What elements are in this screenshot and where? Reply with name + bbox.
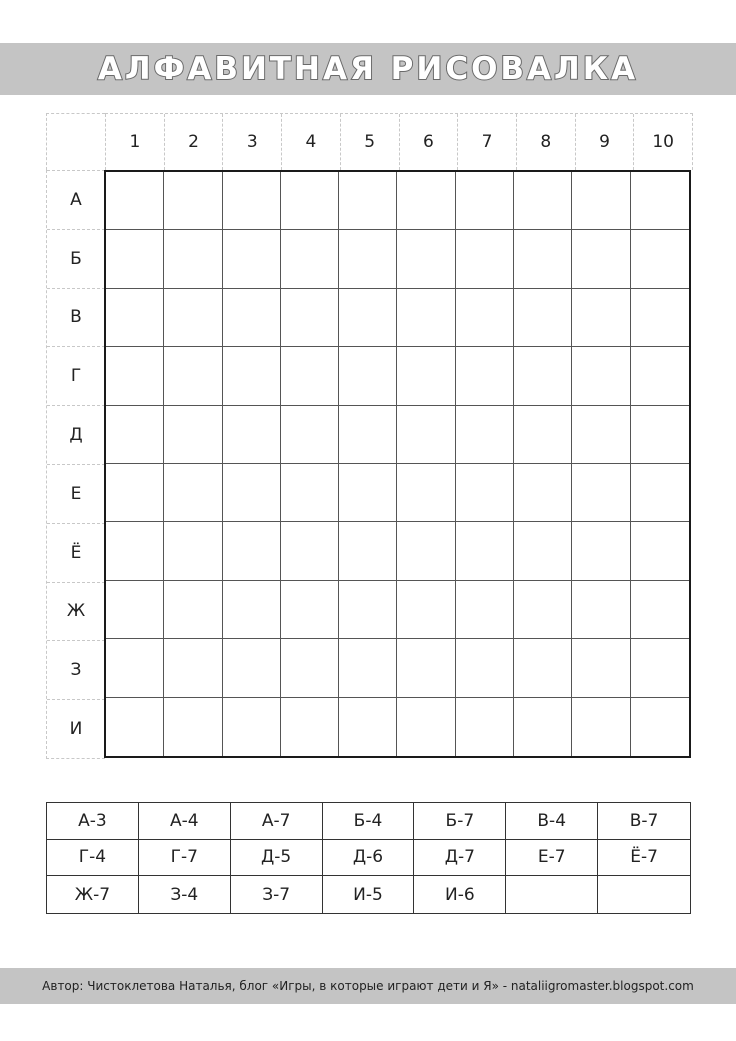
coordinate-cell: В-4 (506, 803, 598, 840)
coordinate-cell (506, 876, 598, 913)
coordinate-cell: З-7 (231, 876, 323, 913)
grid-corner-cell (46, 113, 105, 170)
coordinate-cell: А-3 (47, 803, 139, 840)
coordinate-cell: Д-5 (231, 840, 323, 877)
grid-cell (397, 230, 455, 288)
grid-cell (456, 406, 514, 464)
coordinate-cell: А-7 (231, 803, 323, 840)
coordinate-cell: Д-7 (414, 840, 506, 877)
grid-cell (223, 172, 281, 230)
grid-cell (572, 639, 630, 697)
title-banner (0, 43, 736, 95)
grid-cell (281, 581, 339, 639)
grid-cell (106, 406, 164, 464)
grid-cells (104, 170, 691, 758)
grid-cell (281, 406, 339, 464)
column-header: 6 (399, 114, 458, 170)
grid-cell (514, 464, 572, 522)
grid-cell (339, 406, 397, 464)
column-header: 10 (633, 114, 692, 170)
grid-cell (281, 172, 339, 230)
coordinate-cell: В-7 (598, 803, 690, 840)
grid-cell (223, 347, 281, 405)
grid-cell (397, 522, 455, 580)
grid-cell (572, 464, 630, 522)
column-header: 4 (281, 114, 340, 170)
grid-cell (456, 522, 514, 580)
grid-cell (339, 639, 397, 697)
grid-cell (456, 581, 514, 639)
column-header: 8 (516, 114, 575, 170)
coordinate-cell (598, 876, 690, 913)
grid-cell (514, 347, 572, 405)
grid-cell (281, 464, 339, 522)
grid-cell (281, 347, 339, 405)
grid-cell (397, 406, 455, 464)
coordinate-cell: И-5 (323, 876, 415, 913)
coordinate-cell: Е-7 (506, 840, 598, 877)
grid-cell (106, 464, 164, 522)
row-header: Г (47, 346, 105, 405)
grid-cell (631, 639, 689, 697)
row-header: Д (47, 405, 105, 464)
column-header: 7 (457, 114, 516, 170)
grid-cell (514, 698, 572, 756)
grid-cell (106, 522, 164, 580)
grid-cell (572, 230, 630, 288)
coordinate-cell: Б-4 (323, 803, 415, 840)
footer-banner (0, 968, 736, 1004)
grid-cell (164, 698, 222, 756)
grid-cell (631, 464, 689, 522)
grid-cell (281, 698, 339, 756)
grid-cell (164, 230, 222, 288)
grid-cell (631, 522, 689, 580)
grid-cell (514, 639, 572, 697)
grid-cell (572, 347, 630, 405)
grid-cell (397, 639, 455, 697)
column-header: 5 (340, 114, 399, 170)
grid-cell (223, 639, 281, 697)
grid-cell (164, 639, 222, 697)
grid-cell (223, 406, 281, 464)
grid-cell (514, 289, 572, 347)
column-headers (105, 113, 693, 170)
grid-cell (164, 522, 222, 580)
footer-credit: Автор: Чистоклетова Наталья, блог «Игры, в которые играют дети и Я» - nataliigromaster.blogspot.com (42, 979, 694, 993)
grid-cell (572, 522, 630, 580)
grid-cell (106, 230, 164, 288)
grid-cell (164, 172, 222, 230)
row-header: Е (47, 464, 105, 523)
row-headers (46, 170, 105, 759)
grid-cell (164, 347, 222, 405)
grid-cell (339, 522, 397, 580)
grid-cell (223, 698, 281, 756)
grid-cell (223, 464, 281, 522)
grid-cell (456, 464, 514, 522)
grid-cell (572, 406, 630, 464)
grid-cell (106, 289, 164, 347)
grid-cell (631, 581, 689, 639)
page-title: АЛФАВИТНАЯ РИСОВАЛКА (97, 51, 639, 87)
grid-cell (106, 347, 164, 405)
grid-cell (106, 172, 164, 230)
grid-cell (631, 347, 689, 405)
grid-cell (456, 347, 514, 405)
grid-cell (631, 230, 689, 288)
coordinate-cell: И-6 (414, 876, 506, 913)
grid-cell (631, 172, 689, 230)
grid-cell (514, 230, 572, 288)
grid-cell (631, 406, 689, 464)
grid-cell (164, 581, 222, 639)
grid-cell (281, 230, 339, 288)
column-header: 2 (164, 114, 223, 170)
column-header: 9 (575, 114, 634, 170)
grid-cell (397, 289, 455, 347)
grid-cell (164, 289, 222, 347)
grid-cell (397, 347, 455, 405)
coordinate-cell: З-4 (139, 876, 231, 913)
grid-cell (339, 172, 397, 230)
grid-cell (339, 347, 397, 405)
grid-cell (223, 289, 281, 347)
grid-cell (339, 464, 397, 522)
grid-cell (397, 581, 455, 639)
grid-cell (456, 639, 514, 697)
grid-cell (514, 522, 572, 580)
grid-cell (572, 289, 630, 347)
grid-cell (164, 464, 222, 522)
grid-cell (281, 639, 339, 697)
grid-cell (339, 289, 397, 347)
grid-cell (572, 581, 630, 639)
grid-cell (223, 522, 281, 580)
grid-cell (456, 698, 514, 756)
grid-cell (397, 698, 455, 756)
coordinate-cell: Ё-7 (598, 840, 690, 877)
coordinate-cell: Г-7 (139, 840, 231, 877)
grid-cell (397, 464, 455, 522)
row-header: З (47, 640, 105, 699)
grid-cell (456, 230, 514, 288)
row-header: А (47, 170, 105, 229)
grid-cell (164, 406, 222, 464)
grid-cell (281, 522, 339, 580)
coordinate-cell: Ж-7 (47, 876, 139, 913)
grid-cell (631, 698, 689, 756)
grid-cell (339, 581, 397, 639)
coordinate-cell: Д-6 (323, 840, 415, 877)
grid-cell (106, 639, 164, 697)
grid-cell (514, 406, 572, 464)
grid-cell (106, 698, 164, 756)
grid-cell (106, 581, 164, 639)
column-header: 3 (222, 114, 281, 170)
grid-cell (572, 172, 630, 230)
grid-cell (223, 230, 281, 288)
grid-cell (514, 581, 572, 639)
grid-cell (631, 289, 689, 347)
grid-cell (456, 289, 514, 347)
grid-cell (456, 172, 514, 230)
row-header: Ж (47, 582, 105, 641)
row-header: В (47, 288, 105, 347)
grid-cell (223, 581, 281, 639)
coordinate-cell: А-4 (139, 803, 231, 840)
row-header: Б (47, 229, 105, 288)
grid-cell (339, 230, 397, 288)
column-header: 1 (105, 114, 164, 170)
coordinate-cell: Б-7 (414, 803, 506, 840)
grid-cell (339, 698, 397, 756)
row-header: Ё (47, 523, 105, 582)
grid-cell (281, 289, 339, 347)
grid-cell (397, 172, 455, 230)
coordinates-table (46, 802, 691, 914)
coordinate-cell: Г-4 (47, 840, 139, 877)
row-header: И (47, 699, 105, 758)
grid-cell (514, 172, 572, 230)
grid-cell (572, 698, 630, 756)
